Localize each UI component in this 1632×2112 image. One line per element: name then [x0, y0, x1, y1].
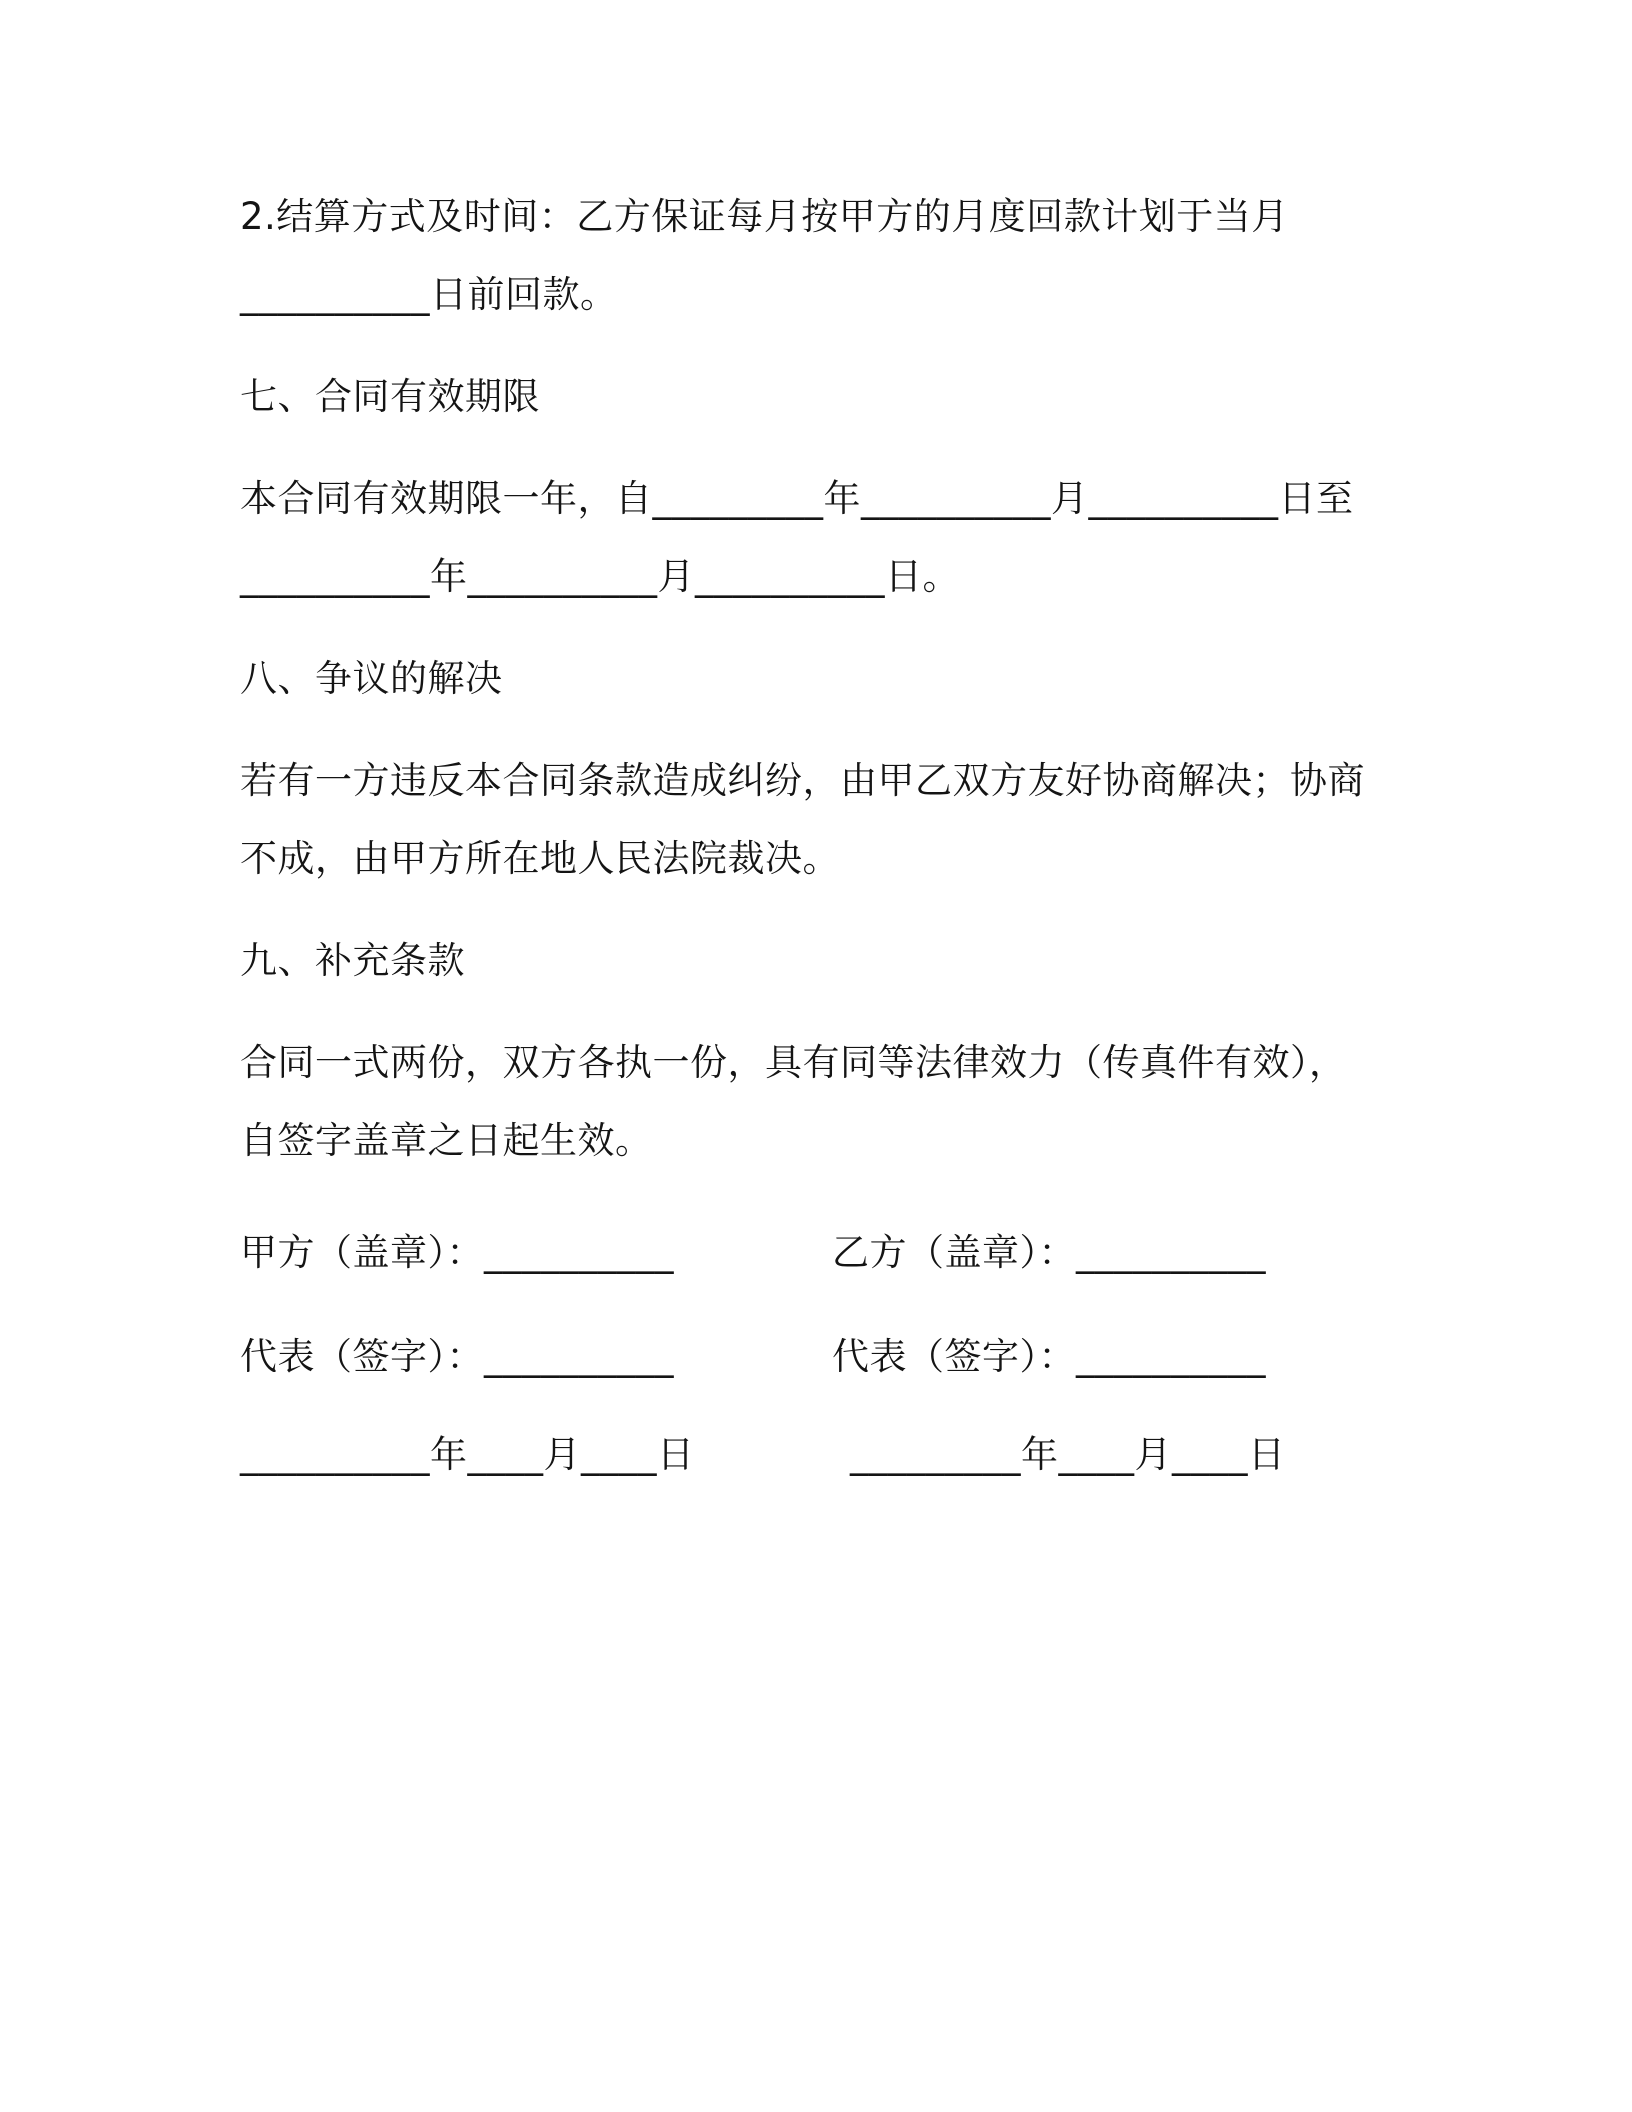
section-9-heading: 九、补充条款	[240, 939, 465, 982]
clause-6-2-line-2: __________日前回款。	[240, 273, 618, 316]
section-8-line-2: 不成，由甲方所在地人民法院裁决。	[240, 837, 840, 880]
section-7-line-1: 本合同有效期限一年，自_________年__________月__________日至	[240, 477, 1354, 520]
section-8-heading: 八、争议的解决	[240, 657, 503, 700]
party-b-date: _________年____月____日	[850, 1433, 1286, 1476]
clause-6-2-line-1: 2.结算方式及时间：乙方保证每月按甲方的月度回款计划于当月	[240, 195, 1289, 238]
party-a-seal: 甲方（盖章）：__________	[240, 1231, 674, 1274]
section-7-heading: 七、合同有效期限	[240, 375, 540, 418]
party-b-seal: 乙方（盖章）：__________	[832, 1231, 1266, 1274]
section-9-line-1: 合同一式两份，双方各执一份，具有同等法律效力（传真件有效），	[240, 1041, 1347, 1084]
section-9-line-2: 自签字盖章之日起生效。	[240, 1119, 653, 1162]
party-a-representative: 代表（签字）：__________	[240, 1335, 674, 1378]
party-a-date: __________年____月____日	[240, 1433, 695, 1476]
section-7-line-2: __________年__________月__________日。	[240, 555, 960, 598]
section-8-line-1: 若有一方违反本合同条款造成纠纷，由甲乙双方友好协商解决；协商	[240, 759, 1365, 802]
party-b-representative: 代表（签字）：__________	[832, 1335, 1266, 1378]
